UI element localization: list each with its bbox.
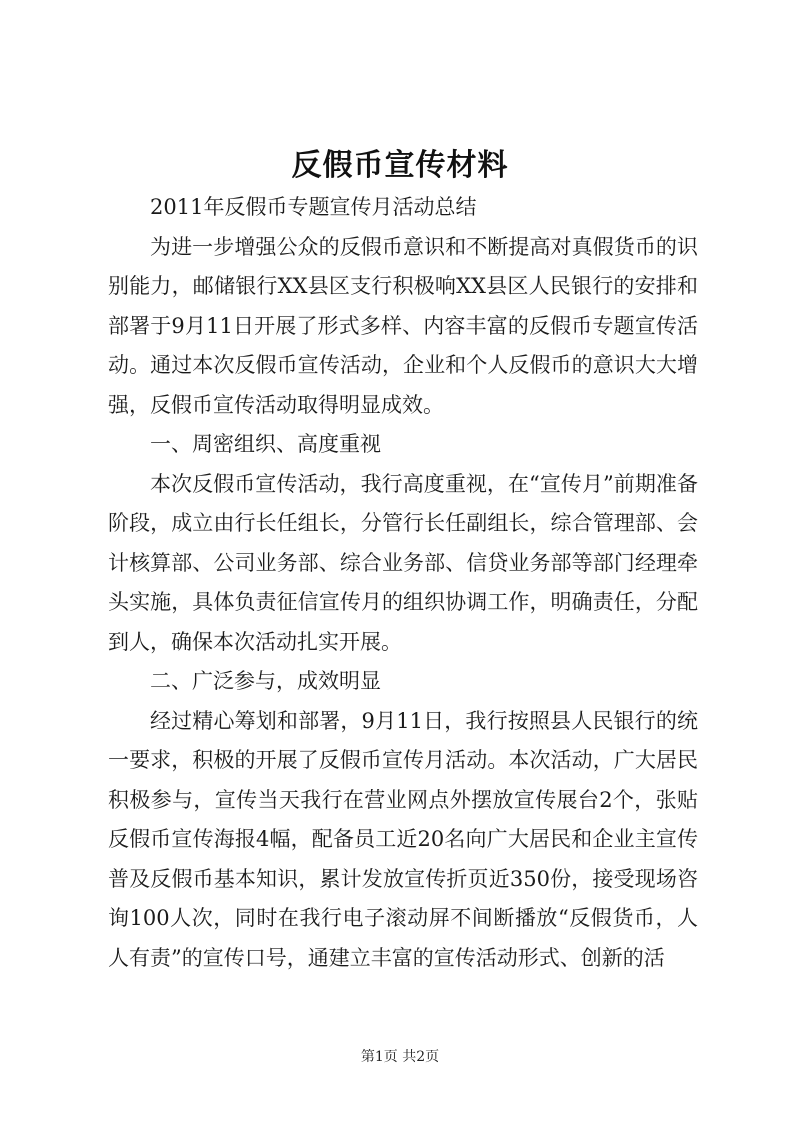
paragraph-section-1: 本次反假币宣传活动，我行高度重视，在“宣传月”前期准备阶段，成立由行长任组长，分管行长任副组长，综合管理部、会计核算部、公司业务部、综合业务部、信贷业务部等部门经理牵头实施，具体负责征信宣传月的组织协调工作，明确责任，分配到人，确保本次活动扎实开展。 (108, 471, 698, 654)
page-number-footer: 第1页 共2页 (360, 1049, 440, 1065)
paragraph-section-2: 经过精心筹划和部署，9月11日，我行按照县人民银行的统一要求，积极的开展了反假币宣传月活动。本次活动，广大居民积极参与，宣传当天我行在营业网点外摆放宣传展台2个，张贴反假币宣传海报4幅，配备员工近20名向广大居民和企业主宣传普及反假币基本知识，累计发放宣传折页近350份，接受现场咨询100人次，同时在我行电子滚动屏不间断播放“反假货币，人人有责”的宣传口号，通建立丰富的宣传活动形式、创新的活 (108, 708, 698, 970)
paragraph-intro: 为进一步增强公众的反假币意识和不断提高对真假货币的识别能力，邮储银行XX县区支行积极响XX县区人民银行的安排和部署于9月11日开展了形式多样、内容丰富的反假币专题宣传活动。通过本次反假币宣传活动，企业和个人反假币的意识大大增强，反假币宣传活动取得明显成效。 (108, 234, 698, 417)
section-heading-1: 一、周密组织、高度重视 (150, 432, 381, 456)
section-heading-2: 二、广泛参与，成效明显 (150, 669, 381, 693)
document-title: 反假币宣传材料 (291, 148, 509, 183)
paragraph-subtitle: 2011年反假币专题宣传月活动总结 (150, 195, 477, 219)
document-body (108, 188, 698, 978)
